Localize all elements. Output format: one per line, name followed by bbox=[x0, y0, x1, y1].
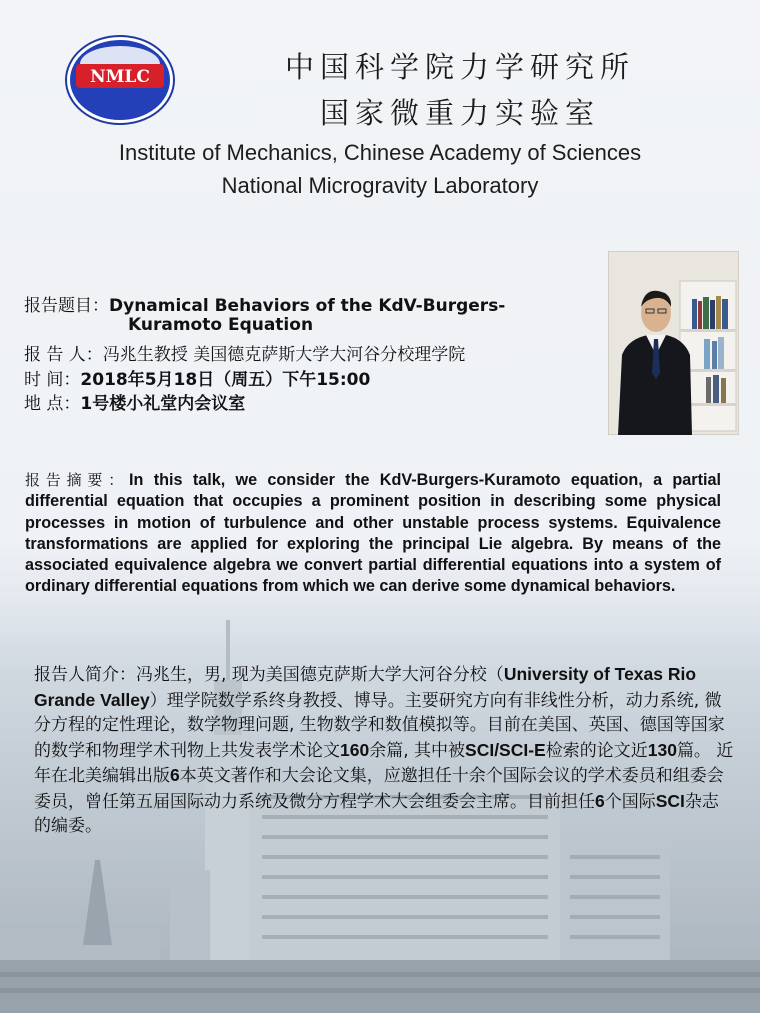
speaker-photo bbox=[608, 251, 739, 435]
bio-number: 6 bbox=[170, 765, 180, 785]
abstract bbox=[25, 470, 721, 598]
time-value: 2018年5月18日（周五）下午15:00 bbox=[80, 370, 371, 390]
bio-label: 报告人简介： bbox=[34, 665, 136, 685]
time-label: 时 间： bbox=[24, 370, 81, 390]
bio-number: 130 bbox=[647, 739, 677, 760]
bio-sci: SCI bbox=[655, 790, 685, 811]
bio-university: University of Texas Rio Grande Valley bbox=[34, 664, 697, 710]
bio-number: 6 bbox=[595, 790, 605, 811]
title-cn-line1: 中国科学院力学研究所 bbox=[284, 50, 635, 84]
abstract-text: In this talk, we consider the KdV-Burgers-Kuramoto equation, a partial differential equation that occupies a prominent position in describing some physical processes in motion of turbulence and other unstable process systems. Equivalence transformations are applied for exploring the principal Lie algebra. By means of the associated equivalence algebra we convert partial differential equations into a system of ordinary differential equations from which we can derive some dynamical behaviors. bbox=[25, 471, 721, 596]
bio-text: ）理学院数学系终身教授、博导。主要研究方向有非线性分析，动力系统, 微分方程的定性理论，数学物理问题, 生物数学和数值模拟等。目前在美国、英国、德国等国家的数学和物理学术刊物上共发表学术论文 bbox=[34, 690, 725, 761]
talk-title-row bbox=[24, 291, 505, 316]
speaker-label: 报 告 人： bbox=[24, 345, 103, 365]
place-label: 地 点： bbox=[24, 394, 81, 414]
bio-sci: SCI/SCI-E bbox=[465, 739, 546, 760]
talk-title-line1: Dynamical Behaviors of the KdV-Burgers- bbox=[109, 296, 506, 316]
bio-text: 个国际 bbox=[604, 791, 656, 812]
bio-number: 160 bbox=[340, 739, 370, 760]
speaker-bio bbox=[34, 662, 734, 839]
bio-text: 篇。 近年在北美编辑出版 bbox=[34, 740, 734, 786]
title-cn-line2: 国家微重力实验室 bbox=[319, 96, 600, 130]
bio-text: 本英文著作和大会论文集，应邀担任十余个国际会议的学术委员和组委会委员，曾任第五届国际动力系统及微分方程学术大会组委会主席。目前担任 bbox=[34, 766, 724, 812]
bio-text: 冯兆生，男, 现为美国德克萨斯大学大河谷分校（ bbox=[136, 665, 504, 685]
bio-text: 检索的论文近 bbox=[545, 740, 648, 761]
nmlc-logo bbox=[64, 34, 176, 126]
place-row bbox=[24, 389, 245, 414]
talk-title-label: 报告题目： bbox=[24, 296, 109, 316]
bio-text: 余篇, 其中被 bbox=[369, 740, 466, 761]
time-row bbox=[24, 365, 370, 390]
speaker-value: 冯兆生教授 美国德克萨斯大学大河谷分校理学院 bbox=[102, 345, 466, 365]
bio-text: 杂志的编委。 bbox=[34, 791, 719, 836]
talk-title-line2: Kuramoto Equation bbox=[128, 315, 314, 335]
title-en-line2: National Microgravity Laboratory bbox=[221, 173, 539, 198]
speaker-row bbox=[24, 340, 465, 365]
logo-text: NMLC bbox=[90, 67, 150, 87]
place-value: 1号楼小礼堂内会议室 bbox=[80, 394, 246, 414]
abstract-label: 报告摘要： bbox=[25, 471, 130, 489]
title-en-line1: Institute of Mechanics, Chinese Academy of Sciences bbox=[118, 140, 642, 165]
